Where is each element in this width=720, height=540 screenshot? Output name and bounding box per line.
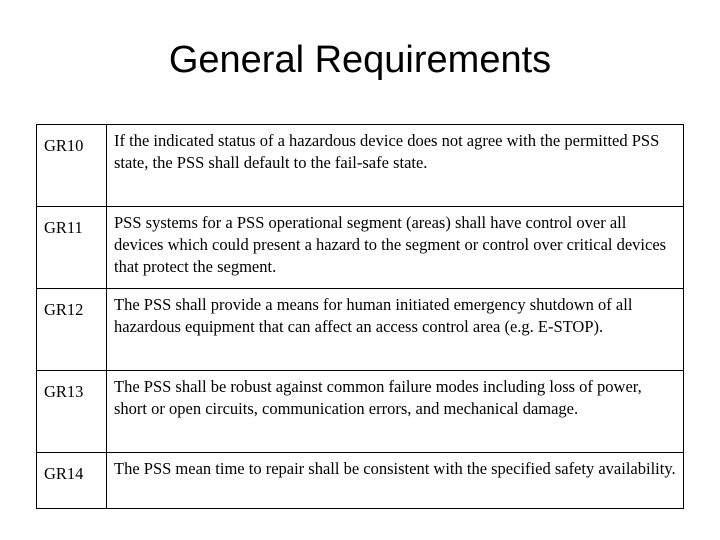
requirement-code: GR14 [37,453,107,509]
requirement-text: PSS systems for a PSS operational segment (areas) shall have control over all devices which could present a hazard to the segment or control over critical devices that protect the segment. [107,207,684,289]
table-row [37,125,684,207]
requirement-text: The PSS mean time to repair shall be consistent with the specified safety availability. [107,453,684,509]
requirement-text: If the indicated status of a hazardous device does not agree with the permitted PSS state, the PSS shall default to the fail-safe state. [107,125,684,207]
requirement-code: GR11 [37,207,107,289]
slide-title: General Requirements [168,39,552,81]
requirement-text: The PSS shall be robust against common failure modes including loss of power, short or open circuits, communication errors, and mechanical damage. [107,371,684,453]
requirements-table [36,124,684,509]
table-row [37,289,684,371]
requirement-code: GR12 [37,289,107,371]
requirement-text: The PSS shall provide a means for human initiated emergency shutdown of all hazardous equipment that can affect an access control area (e.g. E-STOP). [107,289,684,371]
table-row [37,371,684,453]
table-row [37,453,684,509]
table-row [37,207,684,289]
requirement-code: GR10 [37,125,107,207]
requirement-code: GR13 [37,371,107,453]
